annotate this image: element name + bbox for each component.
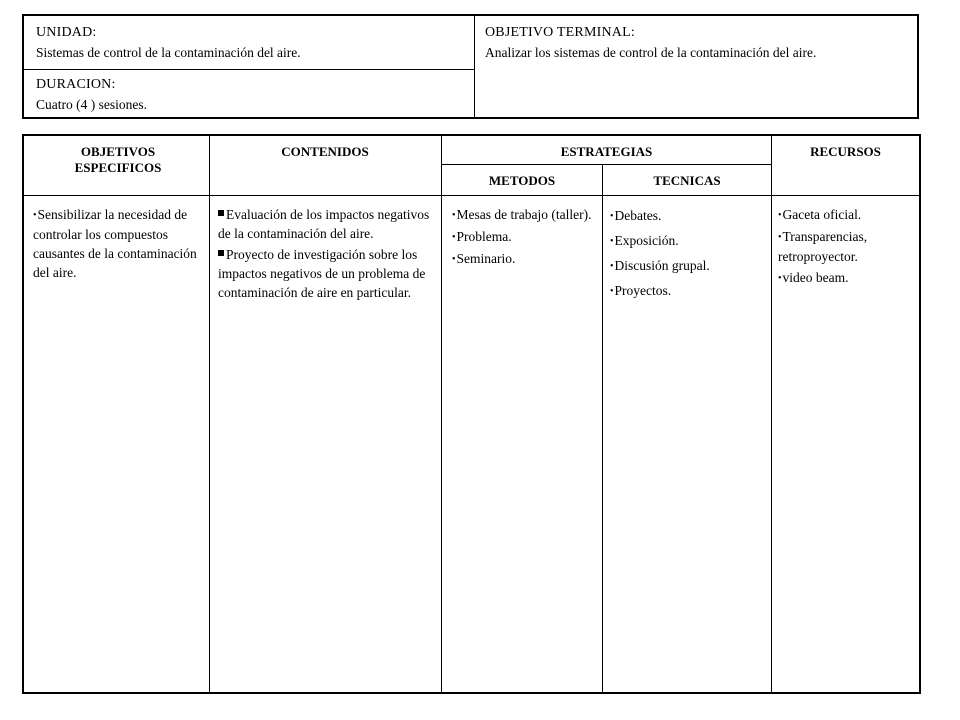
recursos-cell [778, 205, 916, 290]
column-divider [602, 164, 603, 692]
planning-table [22, 134, 921, 694]
row-divider [24, 195, 919, 196]
contenidos-cell [218, 205, 436, 304]
list-item: •Discusión grupal. [610, 258, 710, 273]
list-item: •Gaceta oficial. [778, 207, 862, 222]
list-item: Proyecto de investigación sobre los impactos negativos de un problema de contaminación de aire en particular. [218, 247, 426, 300]
bullet-icon: • [452, 210, 456, 221]
header-objetivos-especificos: OBJETIVOS ESPECIFICOS [74, 144, 162, 175]
list-item: Evaluación de los impactos negativos de la contaminación del aire. [218, 207, 430, 241]
unidad-label: UNIDAD: [36, 25, 97, 40]
header-tecnicas: TECNICAS [653, 173, 721, 188]
bullet-icon: • [452, 232, 456, 243]
duracion-cell [24, 70, 475, 119]
bullet-icon: • [452, 254, 456, 265]
bullet-icon: • [610, 236, 614, 247]
column-divider [209, 136, 210, 692]
header-contenidos: CONTENIDOS [281, 144, 369, 159]
bullet-icon: • [778, 232, 782, 243]
list-item: •Seminario. [452, 251, 516, 266]
unidad-cell [24, 16, 475, 70]
header-box [22, 14, 919, 119]
metodos-cell [452, 205, 597, 271]
column-divider [441, 136, 442, 692]
square-bullet-icon [218, 210, 224, 216]
list-item: •Exposición. [610, 233, 679, 248]
header-recursos: RECURSOS [810, 144, 881, 159]
bullet-icon: • [610, 261, 614, 272]
header-estrategias: ESTRATEGIAS [560, 144, 653, 159]
list-item: •Transparencias, retroproyector. [778, 229, 868, 264]
list-item: •Problema. [452, 229, 512, 244]
objetivo-terminal-cell [475, 16, 919, 119]
bullet-icon: • [610, 286, 614, 297]
unidad-text: Sistemas de control de la contaminación del aire. [36, 45, 301, 60]
duracion-text: Cuatro (4 ) sesiones. [36, 97, 147, 112]
bullet-icon: • [33, 210, 37, 221]
list-item: •Sensibilizar la necesidad de controlar los compuestos causantes de la contaminación del aire. [33, 207, 197, 280]
bullet-icon: • [778, 210, 782, 221]
objetivos-cell [33, 205, 205, 284]
list-item: •Mesas de trabajo (taller). [452, 207, 592, 222]
column-divider [771, 136, 772, 692]
list-item: •Debates. [610, 208, 662, 223]
tecnicas-cell [610, 205, 766, 305]
objetivo-terminal-text: Analizar los sistemas de control de la contaminación del aire. [485, 45, 817, 60]
duracion-label: DURACION: [36, 77, 116, 92]
list-item: •video beam. [778, 270, 849, 285]
header-metodos: METODOS [488, 173, 556, 188]
objetivo-terminal-label: OBJETIVO TERMINAL: [485, 25, 635, 40]
bullet-icon: • [778, 273, 782, 284]
list-item: •Proyectos. [610, 283, 672, 298]
bullet-icon: • [610, 211, 614, 222]
square-bullet-icon [218, 250, 224, 256]
row-divider [441, 164, 771, 165]
